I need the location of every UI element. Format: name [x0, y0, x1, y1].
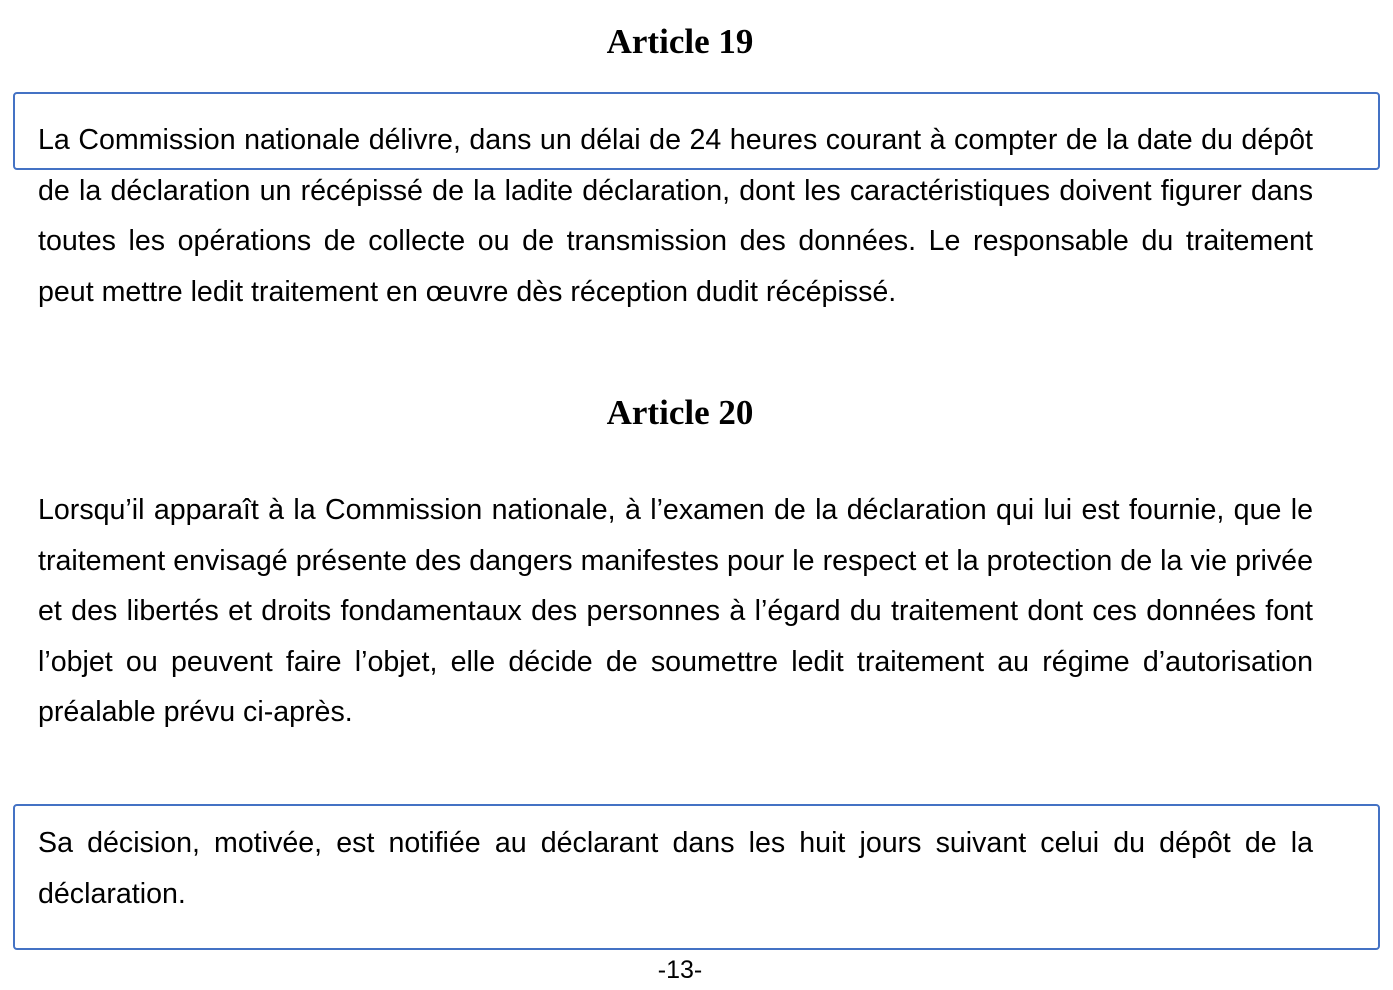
article-19-paragraph: La Commission nationale délivre, dans un délai de 24 heures courant à compter de la date du dépôt de la déclaration un récépissé de la ladite déclaration, dont les caractéristiques doivent figurer dans toutes les opérations de collecte ou de transmission des données. Le responsable du traitement peut mettre ledit traitement en œuvre dès réception dudit récépissé. — [38, 124, 1313, 308]
article-20-heading: Article 20 — [606, 393, 754, 432]
article-20-paragraph-1: Lorsqu’il apparaît à la Commission nationale, à l’examen de la déclaration qui lui est fournie, que le traitement envisagé présente des dangers manifestes pour le respect et la protection de la vie privée et des libertés et droits fondamentaux des personnes à l’égard du traitement dont ces données font l’objet ou peuvent faire l’objet, elle décide de soumettre ledit traitement au régime d’autorisation préalable prévu ci-après. — [38, 494, 1313, 728]
page-number: -13- — [657, 956, 703, 984]
article-20-paragraph-2: Sa décision, motivée, est notifiée au déclarant dans les huit jours suivant celui du dépôt de la déclaration. — [38, 827, 1313, 910]
article-19-heading: Article 19 — [606, 22, 754, 61]
